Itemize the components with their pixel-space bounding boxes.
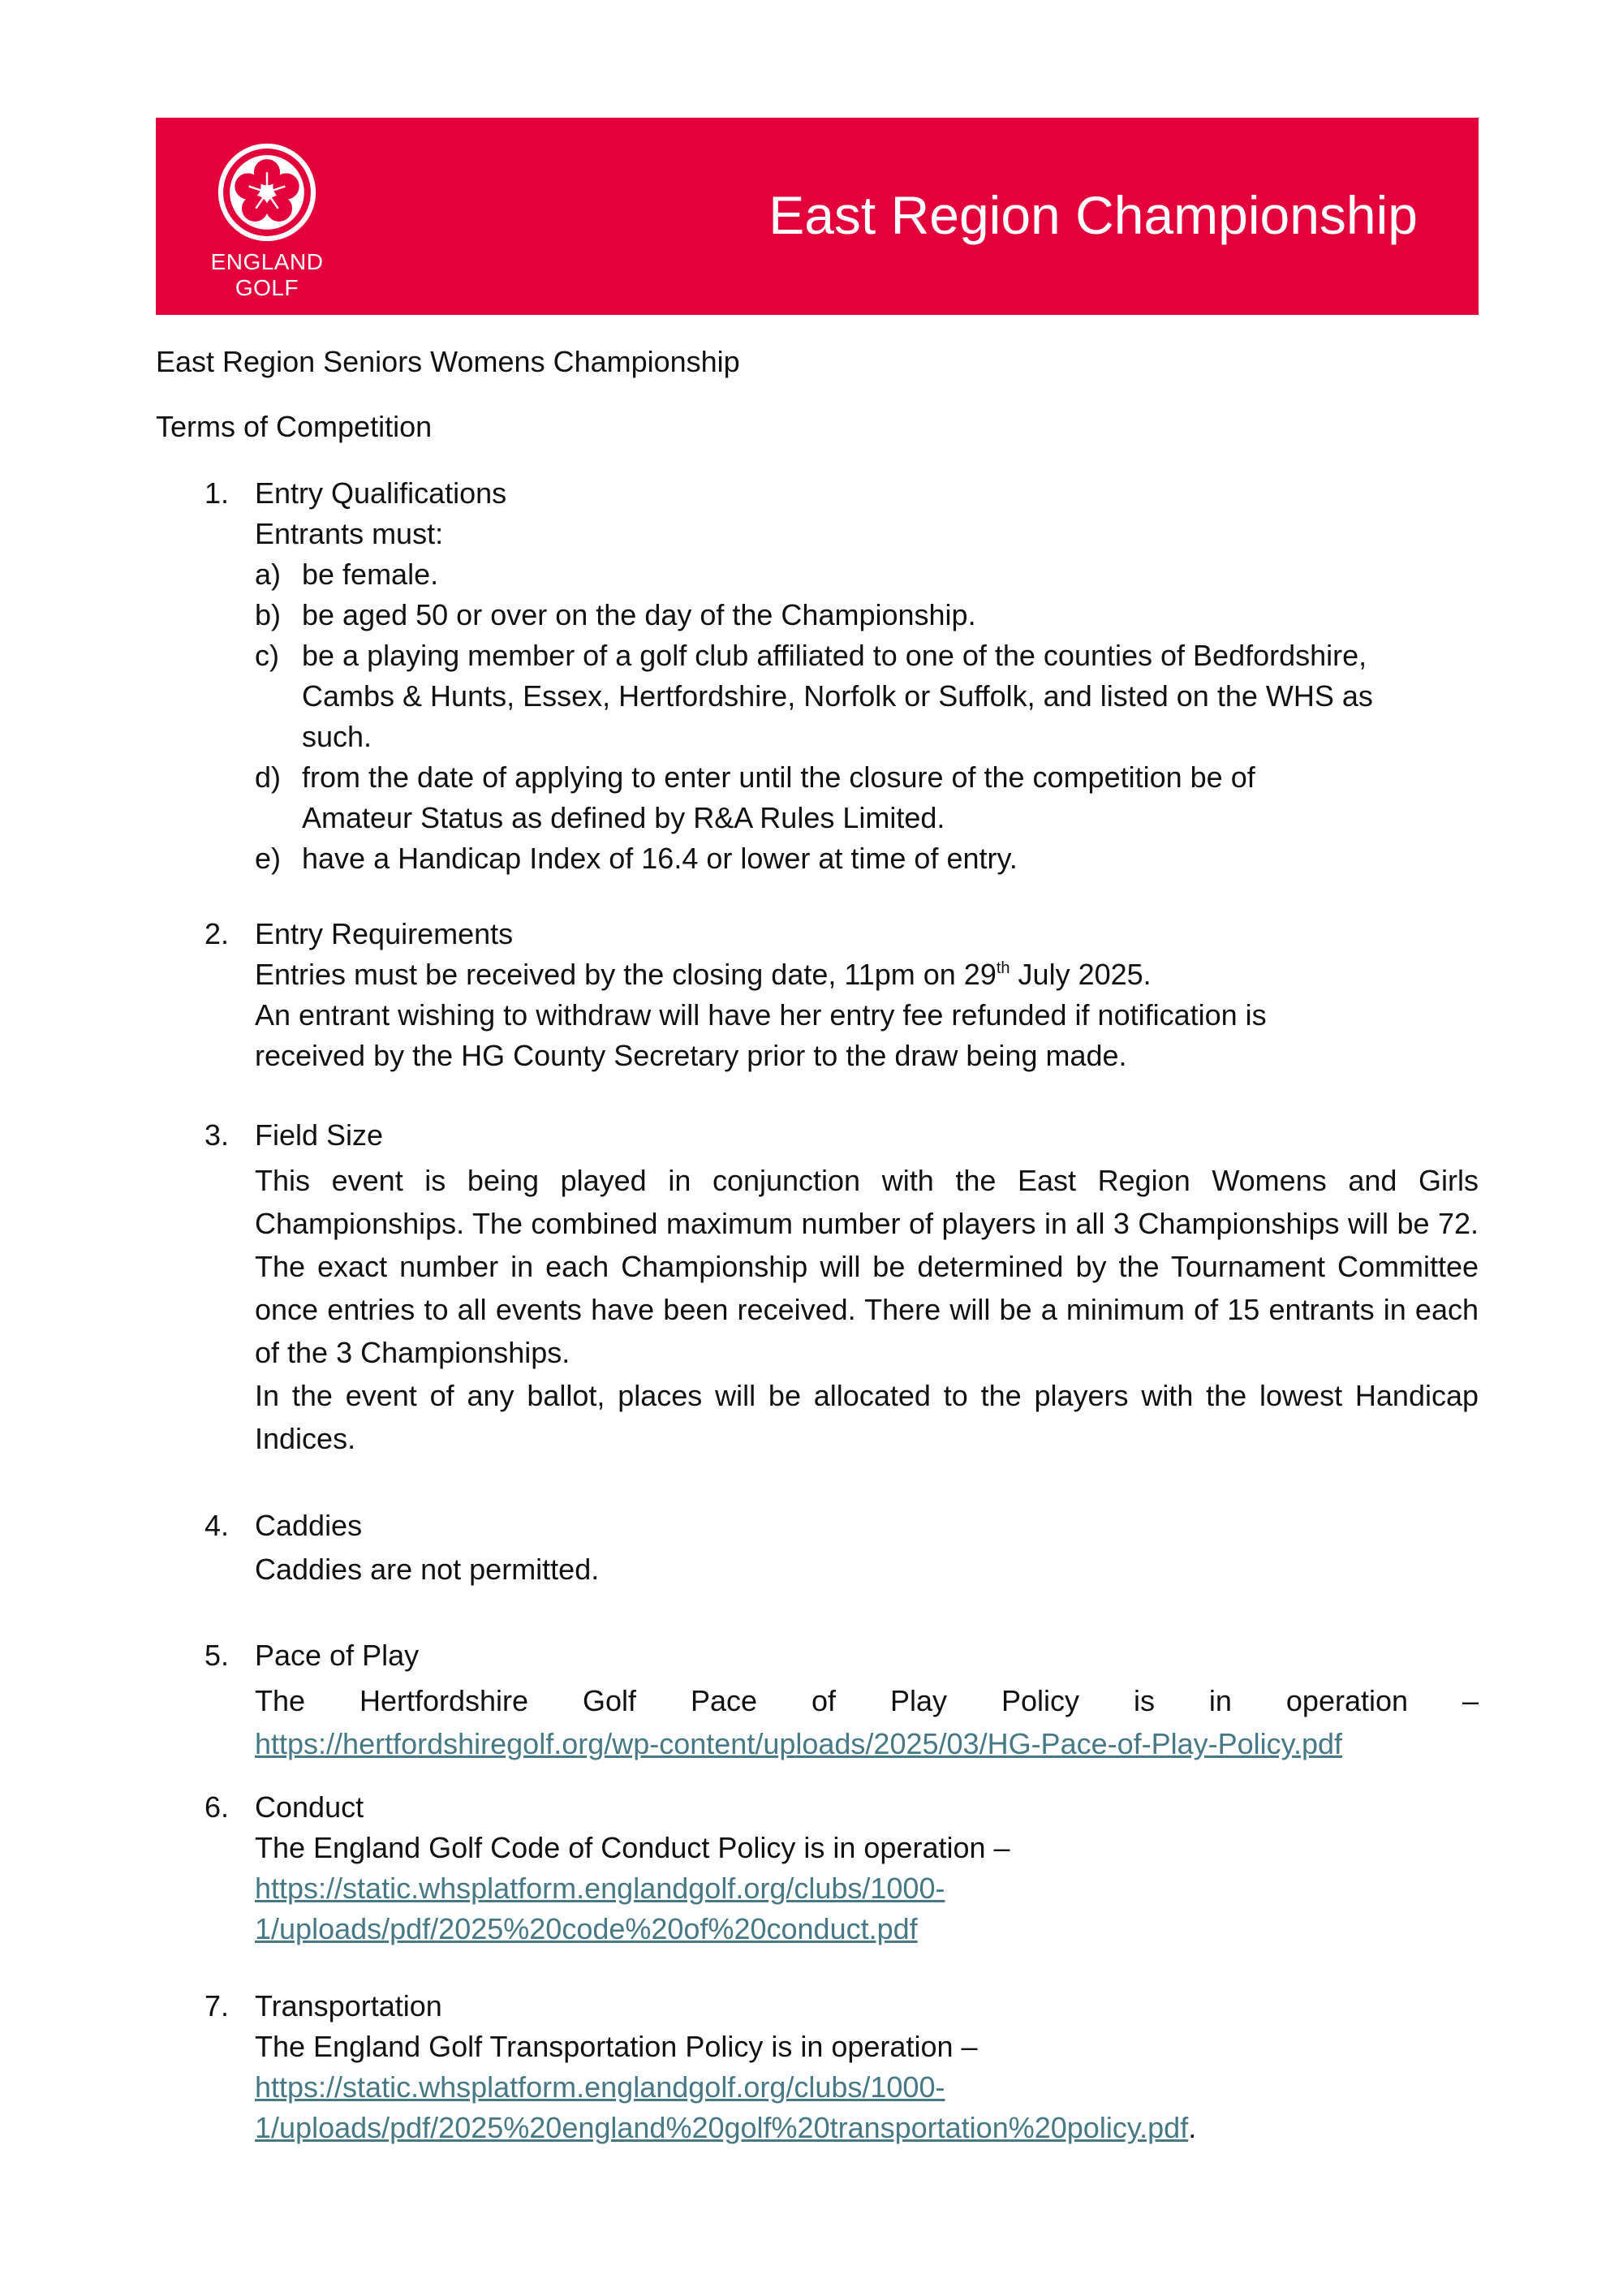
section-number: 1. <box>204 476 230 510</box>
section-number: 2. <box>204 917 230 950</box>
list-item: c) be a playing member of a golf club affiliated to one of the counties of Bedfordshire, Cambs & Hunts, Essex, Hertfordshire, Norfolk or Suffolk, and listed on the WHS as such. <box>255 639 1373 753</box>
section-caddies <box>156 1506 1479 1590</box>
field-size-paragraph: This event is being played in conjunction with the East Region Womens and Girls Championships. The combined maximum number of players in all 3 Championships will be 72. The exact number in each Championship will be determined by the Tournament Committee once entries to all events have been received. There will be a minimum of 15 entrants in each of the 3 Championships. <box>255 1164 1479 1369</box>
section-title: Caddies <box>255 1509 363 1542</box>
section-conduct <box>156 1787 1479 1949</box>
section-title: Transportation <box>255 1989 442 2022</box>
england-golf-rose-icon <box>217 142 317 243</box>
header-banner <box>156 118 1479 315</box>
section-title: Field Size <box>255 1118 384 1152</box>
list-item: b) be aged 50 or over on the day of the Championship. <box>255 598 976 631</box>
transportation-text: The England Golf Transportation Policy is in operation – <box>255 2030 978 2063</box>
pace-of-play-policy-link[interactable]: https://hertfordshiregolf.org/wp-content/uploads/2025/03/HG-Pace-of-Play-Policy.pdf <box>255 1727 1343 1760</box>
transportation-policy-link[interactable]: https://static.whsplatform.englandgolf.org/clubs/1000- <box>255 2070 945 2104</box>
ballot-paragraph: In the event of any ballot, places will be allocated to the players with the lowest Handicap Indices. <box>255 1379 1479 1455</box>
section-number: 7. <box>204 1989 230 2022</box>
section-number: 3. <box>204 1118 230 1152</box>
transportation-policy-link-cont[interactable]: 1/uploads/pdf/2025%20england%20golf%20transportation%20policy.pdf <box>255 2111 1189 2144</box>
list-item: e) have a Handicap Index of 16.4 or lower at time of entry. <box>255 842 1018 875</box>
section-number: 5. <box>204 1639 230 1672</box>
section-intro: Entrants must: <box>255 517 444 550</box>
england-golf-logo <box>206 142 328 301</box>
list-item: d) from the date of applying to enter until the closure of the competition be of Amateur Status as defined by R&A Rules Limited. <box>255 760 1255 834</box>
section-pace-of-play <box>156 1635 1479 1765</box>
withdrawal-text: An entrant wishing to withdraw will have her entry fee refunded if notification is <box>255 998 1267 1032</box>
logo-text-golf: GOLF <box>235 275 299 300</box>
logo-text-england: ENGLAND <box>210 249 324 274</box>
section-title: Entry Qualifications <box>255 476 507 510</box>
section-number: 4. <box>204 1509 230 1542</box>
code-of-conduct-link[interactable]: https://static.whsplatform.englandgolf.org/clubs/1000- <box>255 1872 945 1905</box>
caddies-text: Caddies are not permitted. <box>255 1553 600 1586</box>
document-heading: East Region Seniors Womens Championship <box>156 345 740 378</box>
closing-date-text: Entries must be received by the closing date, 11pm on 29th July 2025. <box>255 958 1152 991</box>
banner-title: East Region Championship <box>768 185 1418 245</box>
section-entry-qualifications <box>156 473 1479 879</box>
section-field-size <box>156 1115 1479 1460</box>
document-subheading: Terms of Competition <box>156 410 433 443</box>
section-transportation: 7. Transportation The England Golf Transportation Policy is in operation – https://static.whsplatform.englandgolf.org/clubs/1000- 1/uploads/pdf/2025%20england%20golf%20transportation%20policy.pdf. <box>156 1986 1479 2148</box>
section-title: Pace of Play <box>255 1639 420 1672</box>
section-number: 6. <box>204 1790 230 1824</box>
code-of-conduct-link-cont[interactable]: 1/uploads/pdf/2025%20code%20of%20conduct.pdf <box>255 1912 918 1945</box>
section-title: Conduct <box>255 1790 364 1824</box>
list-item: a) be female. <box>255 558 439 591</box>
section-title: Entry Requirements <box>255 917 514 950</box>
pace-of-play-text: The Hertfordshire Golf Pace of Play Policy is in operation – <box>255 1684 1479 1717</box>
section-entry-requirements <box>156 914 1479 1076</box>
conduct-text: The England Golf Code of Conduct Policy is in operation – <box>255 1831 1010 1864</box>
withdrawal-text-cont: received by the HG County Secretary prior to the draw being made. <box>255 1039 1127 1072</box>
